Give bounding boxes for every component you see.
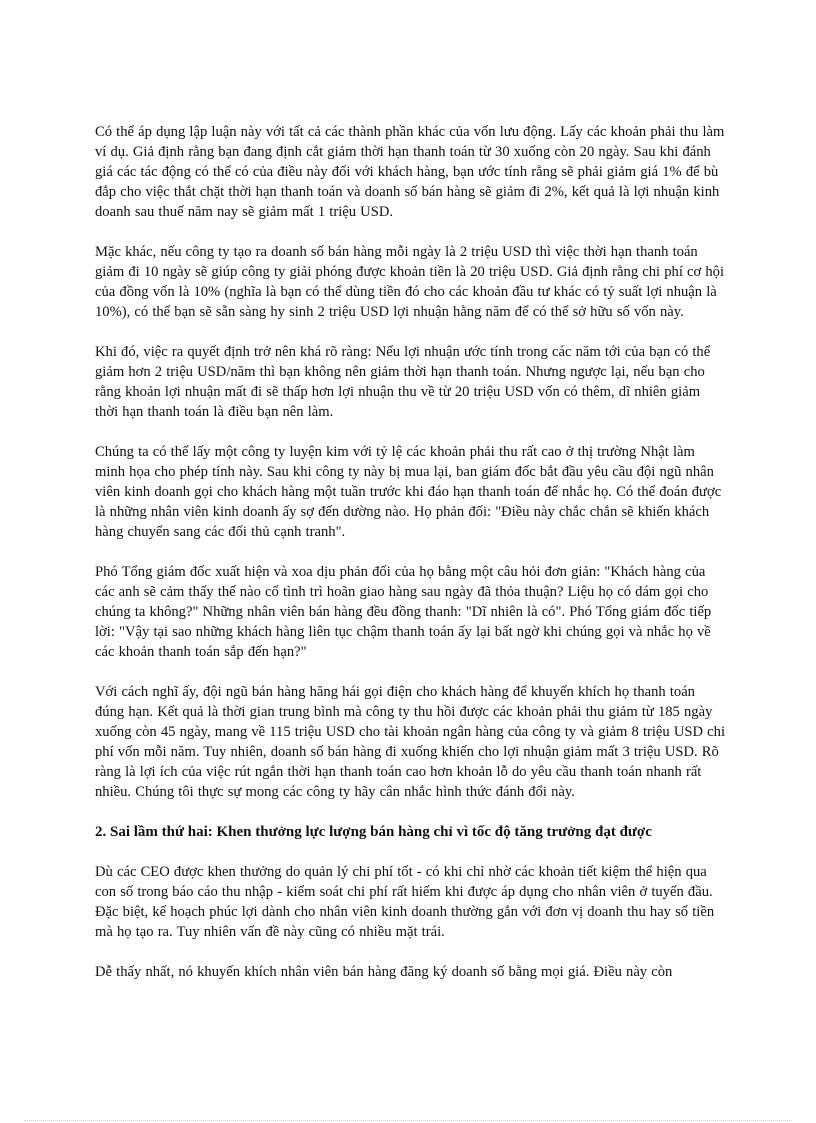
paragraph-6: Với cách nghĩ ấy, đội ngũ bán hàng hăng hái gọi điện cho khách hàng để khuyến khích họ thanh toán đúng hạn. Kết quả là thời gian trung bình mà công ty thu hồi được các khoản phải thu giảm từ 185 ngày xuống còn 45 ngày, mang về 115 triệu USD cho tài khoản ngân hàng của công ty và giảm 8 triệu USD chi phí vốn mỗi năm. Tuy nhiên, doanh số bán hàng đi xuống khiến cho lợi nhuận giảm mất 3 triệu USD. Rõ ràng là lợi ích của việc rút ngắn thời hạn thanh toán cao hơn khoản lỗ do yêu cầu thanh toán nhanh rất nhiều. Chúng tôi thực sự mong các công ty hãy cân nhắc hình thức đánh đổi này.: [95, 684, 726, 800]
paragraph-2: Mặc khác, nếu công ty tạo ra doanh số bán hàng mỗi ngày là 2 triệu USD thì việc thời hạn thanh toán giảm đi 10 ngày sẽ giúp công ty giải phóng được khoản tiền là 20 triệu USD. Giả định rằng chi phí cơ hội của đồng vốn là 10% (nghĩa là bạn có thể dùng tiền đó cho các khoản đầu tư khác có tỷ suất lợi nhuận là 10%), có thể bạn sẽ sẵn sàng hy sinh 2 triệu USD lợi nhuận hằng năm để có thể sở hữu số vốn này.: [95, 244, 725, 320]
section-heading: 2. Sai lầm thứ hai: Khen thưởng lực lượng bán hàng chỉ vì tốc độ tăng trưởng đạt được: [95, 824, 652, 840]
paragraph-5: Phó Tổng giám đốc xuất hiện và xoa dịu phản đối của họ bằng một câu hỏi đơn giản: "Khách hàng của các anh sẽ cảm thấy thế nào cố tình trì hoãn giao hàng sau ngày đã thỏa thuận? Liệu họ có dám gọi cho chúng ta không?" Những nhân viên bán hàng đều đồng thanh: "Dĩ nhiên là có". Phó Tổng giám đốc tiếp lời: "Vậy tại sao những khách hàng liên tục chậm thanh toán ấy lại bất ngờ khi chúng gọi và nhắc họ về các khoản thanh toán sắp đến hạn?": [95, 564, 712, 660]
paragraph-8: Dễ thấy nhất, nó khuyến khích nhân viên bán hàng đăng ký doanh số bằng mọi giá. Điều này còn: [95, 964, 673, 980]
document-body: [95, 122, 725, 1002]
paragraph-1: Có thể áp dụng lập luận này với tất cả các thành phần khác của vốn lưu động. Lấy các khoản phải thu làm ví dụ. Giả định rằng bạn đang định cắt giảm thời hạn thanh toán từ 30 xuống còn 20 ngày. Sau khi đánh giá các tác động có thể có của điều này đối với khách hàng, bạn ước tính rằng sẽ phải giảm giá 1% để bù đắp cho việc thắt chặt thời hạn thanh toán và doanh số bán hàng sẽ giảm đi 2%, kết quả là lợi nhuận kinh doanh sau thuế năm nay sẽ giảm mất 1 triệu USD.: [95, 124, 725, 220]
page-bottom-divider: [24, 1120, 792, 1121]
paragraph-4: Chúng ta có thể lấy một công ty luyện kim với tỷ lệ các khoản phải thu rất cao ở thị trường Nhật làm minh họa cho phép tính này. Sau khi công ty này bị mua lại, ban giám đốc bắt đầu yêu cầu đội ngũ nhân viên kinh doanh gọi cho khách hàng một tuần trước khi đáo hạn thanh toán để nhắc họ. Có thể đoán được là những nhân viên kinh doanh ấy sợ đến dường nào. Họ phản đối: "Điều này chắc chắn sẽ khiến khách hàng chuyển sang các đối thủ cạnh tranh".: [95, 444, 722, 540]
paragraph-7: Dù các CEO được khen thưởng do quản lý chi phí tốt - có khi chỉ nhờ các khoản tiết kiệm thể hiện qua con số trong báo cáo thu nhập - kiểm soát chi phí rất hiếm khi được áp dụng cho nhân viên ở tuyến đầu. Đặc biệt, kế hoạch phúc lợi dành cho nhân viên kinh doanh thường gắn với đơn vị doanh thu hay số tiền mà họ tạo ra. Tuy nhiên vấn đề này cũng có nhiều mặt trái.: [95, 864, 715, 940]
paragraph-3: Khi đó, việc ra quyết định trở nên khá rõ ràng: Nếu lợi nhuận ước tính trong các năm tới của bạn có thể giảm hơn 2 triệu USD/năm thì bạn không nên giảm thời hạn thanh toán. Nhưng ngược lại, nếu bạn cho rằng khoản lợi nhuận mất đi sẽ thấp hơn lợi nhuận thu về từ 20 triệu USD vốn có thêm, dĩ nhiên giảm thời hạn thanh toán là điều bạn nên làm.: [95, 344, 711, 420]
